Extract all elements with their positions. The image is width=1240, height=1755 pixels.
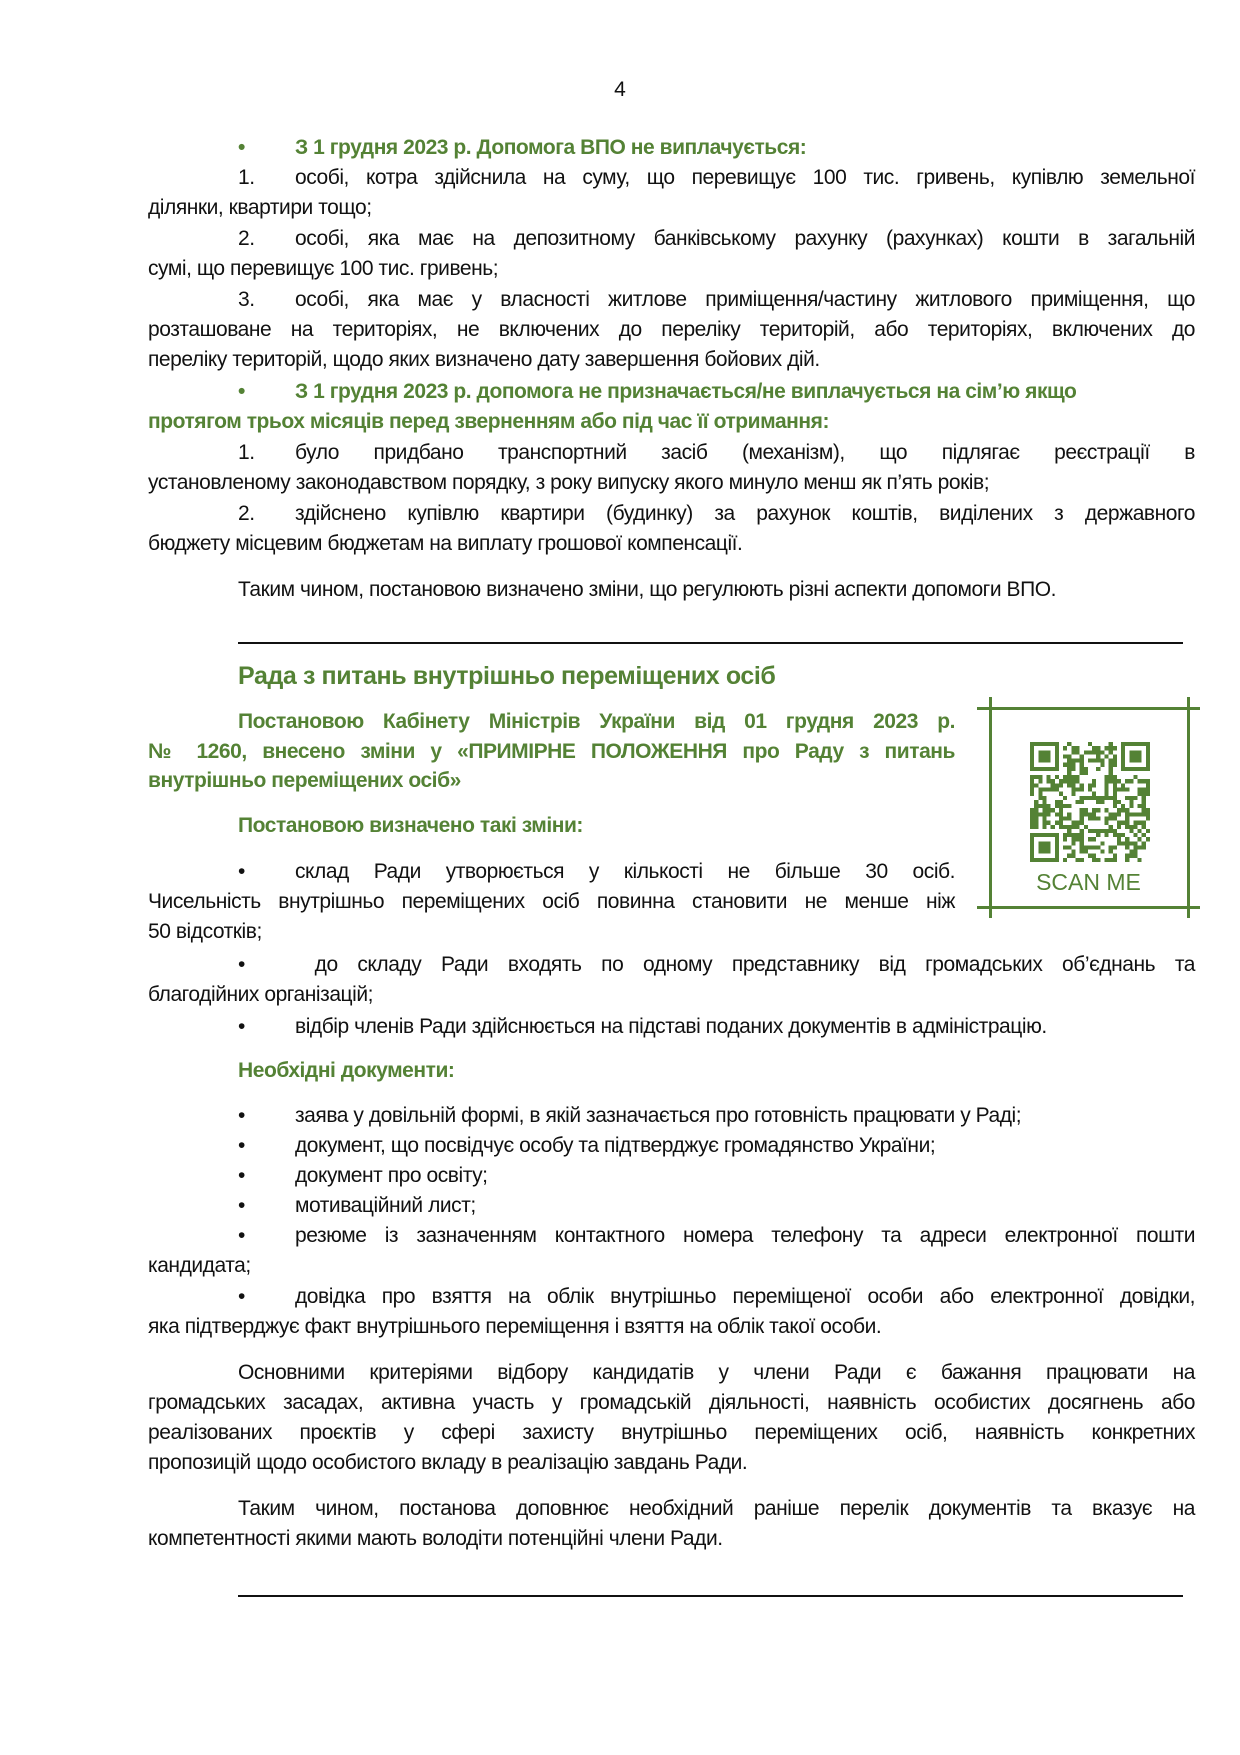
criteria-paragraph: Основними критеріями відбору кандидатів у члени Ради є бажання працювати на — [238, 1361, 1195, 1384]
doc-item: • документ, що посвідчує особу та підтверджує громадянство України; — [238, 1131, 1195, 1161]
doc-item-continuation: яка підтверджує факт внутрішнього переміщення і взяття на облік такої особи. — [148, 1315, 882, 1338]
list-item: 1. особі, котра здійснила на суму, що перевищує 100 тис. гривень, купівлю земельної — [238, 166, 1195, 189]
change-item: • відбір членів Ради здійснюється на підставі поданих документів в адміністрацію. — [238, 1012, 1195, 1042]
change-item-continuation: благодійних організацій; — [148, 983, 374, 1006]
bullet-icon: • — [238, 1194, 245, 1217]
list-item: 2. особі, яка має на депозитному банківському рахунку (рахунках) кошти в загальній — [238, 227, 1195, 250]
qr-frame-line — [977, 707, 1200, 710]
criteria-paragraph: реалізованих проєктів у сфері захисту внутрішньо переміщених осіб, наявність конкретних — [148, 1421, 1195, 1444]
bullet-icon: • — [238, 380, 245, 403]
list-item-continuation: ділянки, квартири тощо; — [148, 196, 372, 219]
qr-code-icon[interactable] — [1030, 742, 1150, 862]
change-item-continuation: 50 відсотків; — [148, 920, 262, 943]
bullet-icon: • — [238, 1015, 245, 1038]
list-item-continuation: розташоване на територіях, не включених до переліку територій, або територіях, включених до — [148, 318, 1195, 341]
doc-item: • мотиваційний лист; — [238, 1191, 1195, 1221]
intro-line: № 1260, внесено зміни у «ПРИМІРНЕ ПОЛОЖЕННЯ про Раду з питань — [148, 740, 955, 763]
bullet-icon: • — [238, 860, 245, 883]
doc-item: • довідка про взяття на облік внутрішньо переміщеної особи або електронної довідки, — [238, 1282, 1195, 1312]
bullet-icon: • — [238, 1164, 245, 1187]
bullet-icon: • — [238, 1134, 245, 1157]
criteria-paragraph: пропозицій щодо особистого вкладу в реалізацію завдань Ради. — [148, 1451, 748, 1474]
list-item-continuation: переліку територій, щодо яких визначено дату завершення бойових дій. — [148, 348, 820, 371]
doc-item: • заява у довільній формі, в якій зазначається про готовність працювати у Раді; — [238, 1101, 1195, 1131]
conclusion-paragraph: компетентності якими мають володіти потенційні члени Ради. — [148, 1527, 723, 1550]
intro-line: Постановою Кабінету Міністрів України від 01 грудня 2023 р. — [238, 710, 955, 733]
qr-frame-line — [977, 906, 1200, 909]
criteria-paragraph: громадських засадах, активна участь у громадській діяльності, наявність особистих досягнень або — [148, 1391, 1195, 1414]
docs-label: Необхідні документи: — [238, 1059, 455, 1082]
bullet-icon: • — [238, 1224, 245, 1247]
list-item: 2. здійснено купівлю квартири (будинку) за рахунок коштів, виділених з державного — [238, 502, 1195, 525]
change-item: • склад Ради утворюється у кількості не більше 30 осіб. — [238, 857, 955, 887]
intro-line: внутрішньо переміщених осіб» — [148, 769, 461, 792]
list-item-continuation: бюджету місцевим бюджетам на виплату грошової компенсації. — [148, 532, 743, 555]
qr-code-box — [977, 697, 1200, 918]
list-item: 3. особі, яка має у власності житлове приміщення/частину житлового приміщення, що — [238, 288, 1195, 311]
change-item: • до складу Ради входять по одному представнику від громадських об’єднань та — [238, 950, 1195, 980]
section-separator — [238, 1595, 1183, 1597]
bullet-icon: • — [238, 1285, 245, 1308]
scan-me-label: SCAN ME — [1036, 869, 1141, 895]
section1-conclusion: Таким чином, постановою визначено зміни, що регулюють різні аспекти допомоги ВПО. — [238, 578, 1057, 601]
list-item-continuation: сумі, що перевищує 100 тис. гривень; — [148, 257, 499, 280]
changes-label: Постановою визначено такі зміни: — [238, 814, 583, 837]
doc-item-continuation: кандидата; — [148, 1254, 251, 1277]
section-separator — [238, 642, 1183, 644]
bullet-heading-not-assigned: • З 1 грудня 2023 р. допомога не призначається/не виплачується на сім’ю якщо — [238, 377, 1195, 407]
bullet-icon: • — [238, 1104, 245, 1127]
bullet-heading-not-paid: • З 1 грудня 2023 р. Допомога ВПО не виплачується: — [238, 133, 1195, 163]
bullet-icon: • — [238, 136, 245, 159]
conclusion-paragraph: Таким чином, постанова доповнює необхідний раніше перелік документів та вказує на — [238, 1497, 1195, 1520]
doc-item: • документ про освіту; — [238, 1161, 1195, 1191]
list-item-continuation: установленому законодавством порядку, з року випуску якого минуло менш як п’ять років; — [148, 471, 990, 494]
section-heading: Рада з питань внутрішньо переміщених осіб — [238, 662, 776, 690]
bullet-heading-continuation: протягом трьох місяців перед зверненням або під час її отримання: — [148, 410, 829, 433]
page-number: 4 — [614, 78, 626, 101]
change-item-continuation: Чисельність внутрішньо переміщених осіб повинна становити не менше ніж — [148, 890, 955, 913]
bullet-icon: • — [238, 953, 245, 976]
doc-item: • резюме із зазначенням контактного номера телефону та адреси електронної пошти — [238, 1221, 1195, 1251]
list-item: 1. було придбано транспортний засіб (механізм), що підлягає реєстрації в — [238, 441, 1195, 464]
